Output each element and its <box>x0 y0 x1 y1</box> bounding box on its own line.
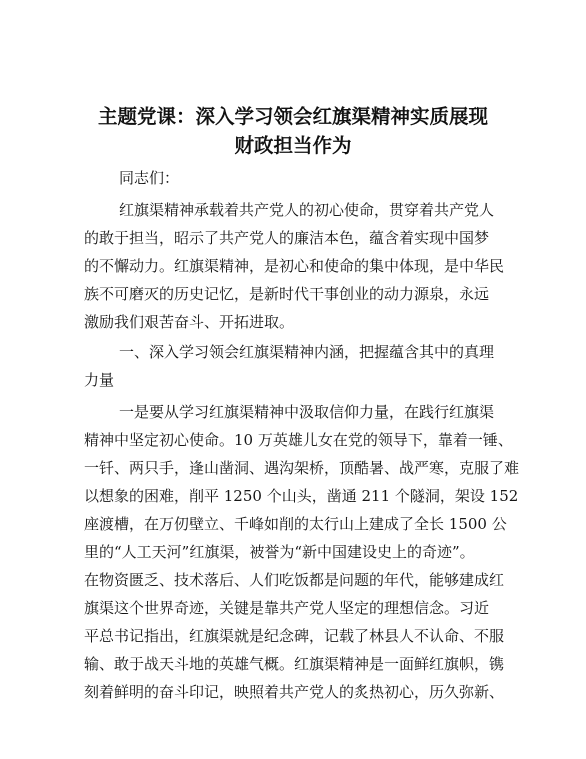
paragraph-3-line-10: 输、敢于战天斗地的英雄气概。红旗渠精神是一面鲜红旗帜，镌 <box>84 655 505 673</box>
paragraph-3-line-7: 在物资匮乏、技术落后、人们吃饭都是问题的年代，能够建成红 <box>84 571 505 589</box>
paragraph-3-line-5: 座渡槽，在万仞壁立、千峰如削的太行山上建成了全长 1500 公 <box>84 515 507 533</box>
document-title <box>70 102 516 160</box>
paragraph-3-line-6: 里的“人工天河”红旗渠，被誉为“新中国建设史上的奇迹”。 <box>84 543 475 561</box>
salutation: 同志们： <box>119 169 180 187</box>
paragraph-3-line-1: 一是要从学习红旗渠精神中汲取信仰力量，在践行红旗渠 <box>119 403 495 421</box>
section-heading-line-2: 力量 <box>84 371 115 389</box>
paragraph-3-line-8: 旗渠这个世界奇迹，关键是靠共产党人坚定的理想信念。习近 <box>84 599 490 617</box>
paragraph-3-line-2: 精神中坚定初心使命。10 万英雄儿女在党的领导下，靠着一锤、 <box>84 431 513 449</box>
paragraph-1-line-1: 红旗渠精神承载着共产党人的初心使命，贯穿着共产党人 <box>119 201 495 219</box>
paragraph-3-line-11: 刻着鲜明的奋斗印记，映照着共产党人的炙热初心，历久弥新、 <box>84 683 505 701</box>
paragraph-3-line-4: 以想象的困难，削平 1250 个山头，凿通 211 个隧洞，架设 152 <box>84 487 519 505</box>
section-heading-line-1: 一、深入学习领会红旗渠精神内涵，把握蕴含其中的真理 <box>119 343 495 361</box>
paragraph-1-line-3: 的不懈动力。红旗渠精神，是初心和使命的集中体现，是中华民 <box>84 257 505 275</box>
paragraph-1-line-4: 族不可磨灭的历史记忆，是新时代干事创业的动力源泉，永远 <box>84 285 490 303</box>
paragraph-1-line-2: 的敢于担当，昭示了共产党人的廉洁本色，蕴含着实现中国梦 <box>84 229 490 247</box>
title-line-2: 财政担当作为 <box>234 134 352 157</box>
paragraph-3-line-9: 平总书记指出，红旗渠就是纪念碑，记载了林县人不认命、不服 <box>84 627 505 645</box>
paragraph-3-line-3: 一钎、两只手，逢山凿洞、遇沟架桥，顶酷暑、战严寒，克服了难 <box>84 459 520 477</box>
paragraph-1-line-5: 激励我们艰苦奋斗、开拓进取。 <box>84 313 295 331</box>
title-line-1: 主题党课：深入学习领会红旗渠精神实质展现 <box>97 105 488 128</box>
